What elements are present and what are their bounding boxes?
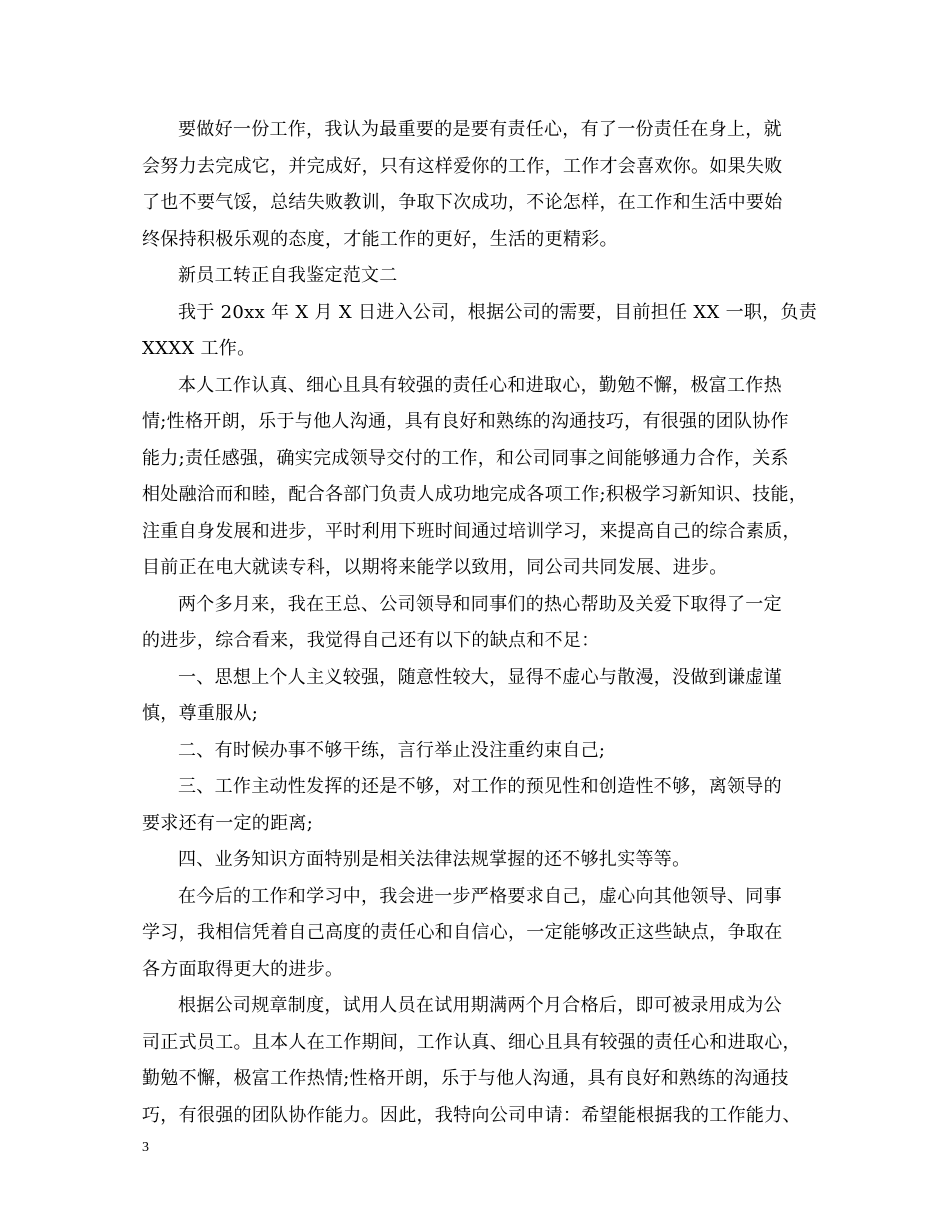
text-line: 巧，有很强的团队协作能力。因此，我特向公司申请：希望能根据我的工作能力、 [142,1104,801,1126]
text-line: 情;性格开朗，乐于与他人沟通，具有良好和熟练的沟通技巧，有很强的团队协作 [142,411,789,432]
text-line: 根据公司规章制度，试用人员在试用期满两个月合格后，即可被录用成为公 [178,995,782,1016]
text-line: 要做好一份工作，我认为最重要的是要有责任心，有了一份责任在身上，就 [178,119,782,140]
text-line: 一、思想上个人主义较强，随意性较大，显得不虚心与散漫，没做到谦虚谨 [178,666,782,688]
text-line: 慎，尊重服从; [142,703,259,724]
text-line: 四、业务知识方面特别是相关法律法规掌握的还不够扎实等等。 [178,849,691,870]
document-body [142,112,818,1134]
text-line: 会努力去完成它，并完成好，只有这样爱你的工作，工作才会喜欢你。如果失败 [142,155,783,177]
text-line: 本人工作认真、细心且具有较强的责任心和进取心，勤勉不懈，极富工作热 [178,374,782,396]
paragraph [142,988,814,1134]
text-line: 终保持积极乐观的态度，才能工作的更好，生活的更精彩。 [142,228,618,250]
text-line: 注重自身发展和进步，平时利用下班时间通过培训学习，来提高自己的综合素质， [142,520,801,542]
text-line: 能力;责任感强，确实完成领导交付的工作，和公司同事之间能够通力合作，关系 [142,447,789,469]
paragraph [142,587,814,660]
text-line: 目前正在电大就读专科，以期将来能学以致用，同公司共同发展、进步。 [142,557,728,578]
text-line: 司正式员工。且本人在工作期间，工作认真、细心且具有较强的责任心和进取心， [142,1031,801,1053]
paragraph [142,368,814,587]
paragraph [142,842,814,879]
paragraph [142,769,814,842]
text-line: 了也不要气馁，总结失败教训，争取下次成功，不论怎样，在工作和生活中要始 [142,192,783,213]
text-line: 二、有时候办事不够干练，言行举止没注重约束自己; [178,739,606,761]
text-line: 三、工作主动性发挥的还是不够，对工作的预见性和创造性不够，离领导的 [178,776,782,797]
paragraph [142,733,814,770]
text-line: 各方面取得更大的进步。 [142,958,344,980]
text-line: 要求还有一定的距离; [142,812,314,834]
text-line: 相处融洽而和睦，配合各部门负责人成功地完成各项工作;积极学习新知识、技能， [142,484,808,505]
paragraph [142,258,814,295]
paragraph [142,879,814,989]
paragraph [142,295,818,368]
page-number: 3 [142,1140,149,1155]
text-line: XXXX 工作。 [142,338,256,359]
text-line: 新员工转正自我鉴定范文二 [178,265,398,286]
text-line: 在今后的工作和学习中，我会进一步严格要求自己，虚心向其他领导、同事 [178,885,782,907]
paragraph [142,112,814,258]
text-line: 勤勉不懈，极富工作热情;性格开朗，乐于与他人沟通，具有良好和熟练的沟通技 [142,1068,789,1089]
text-line: 的进步，综合看来，我觉得自己还有以下的缺点和不足： [142,630,600,651]
text-line: 我于 20xx 年 X 月 X 日进入公司，根据公司的需要，目前担任 XX 一职，负责 [178,301,818,323]
text-line: 学习，我相信凭着自己高度的责任心和自信心，一定能够改正这些缺点，争取在 [142,922,783,943]
text-line: 两个多月来，我在王总、公司领导和同事们的热心帮助及关爱下取得了一定 [178,593,782,615]
paragraph [142,660,814,733]
